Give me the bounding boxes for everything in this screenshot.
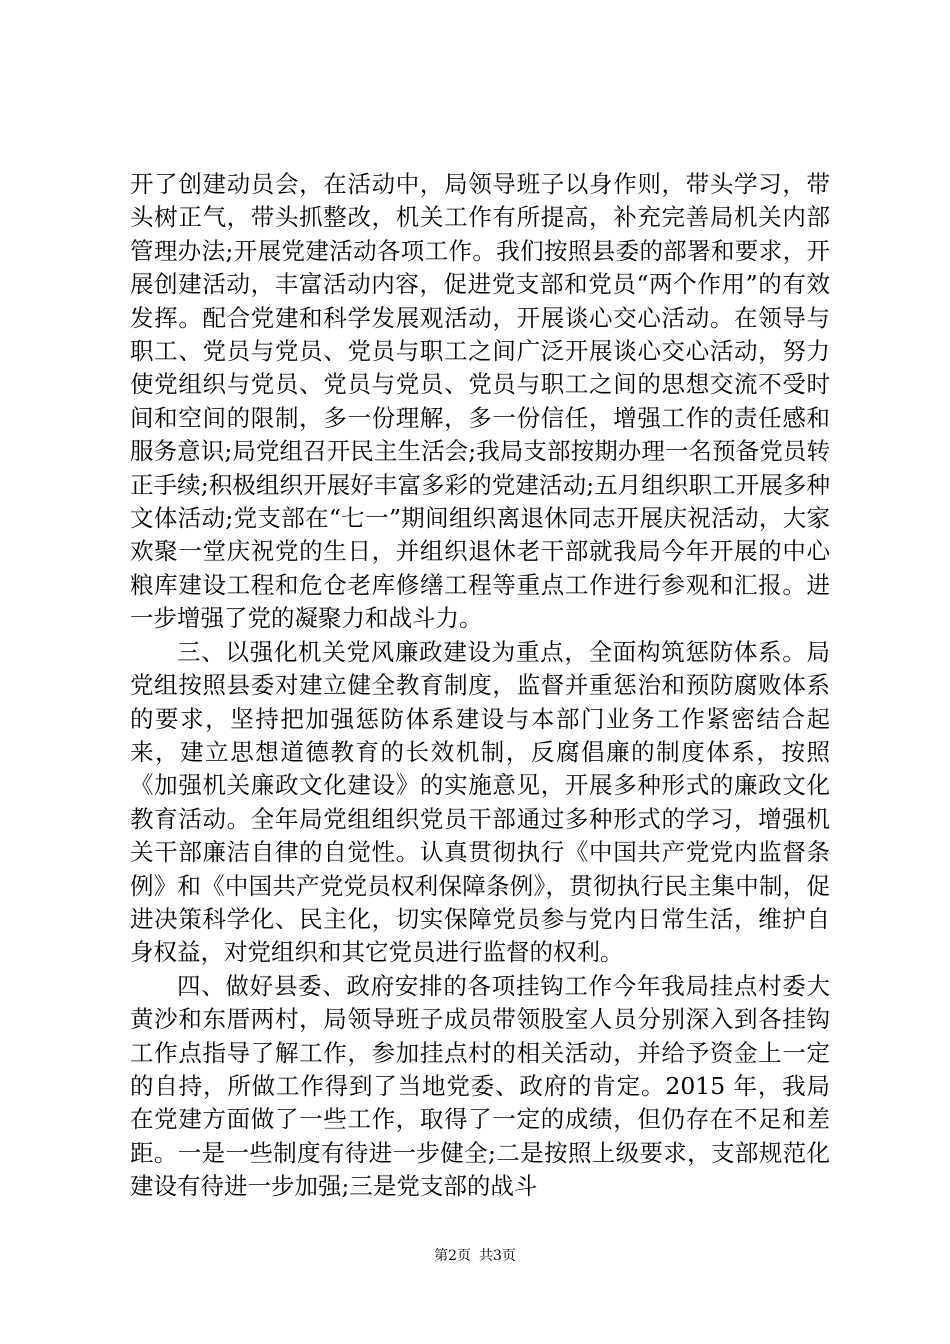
paragraph-3: 四、做好县委、政府安排的各项挂钩工作今年我局挂点村委大黄沙和东厝两村，局领导班子成员带领股室人员分别深入到各挂钩工作点指导了解工作，参加挂点村的相关活动，并给予资金上一定的自持，所做工作得到了当地党委、政府的肯定。2015 年，我局在党建方面做了一些工作，取得了一定的成绩，但仍存在不足和差距。一是一些制度有待进一步健全;二是按照上级要求，支部规范化建设有待进一步加强;三是党支部的战斗 <box>130 971 830 1201</box>
page-number: 第2页 <box>434 1248 471 1264</box>
paragraph-2: 三、以强化机关党风廉政建设为重点，全面构筑惩防体系。局党组按照县委对建立健全教育制度，监督并重惩治和预防腐败体系的要求，坚持把加强惩防体系建设与本部门业务工作紧密结合起来，建立思想道德教育的长效机制，反腐倡廉的制度体系，按照《加强机关廉政文化建设》的实施意见，开展多种形式的廉政文化教育活动。全年局党组组织党员干部通过多种形式的学习，增强机关干部廉洁自律的自觉性。认真贯彻执行《中国共产党党内监督条例》和《中国共产党党员权利保障条例》，贯彻执行民主集中制，促进决策科学化、民主化，切实保障党员参与党内日常生活，维护自身权益，对党组织和其它党员进行监督的权利。 <box>130 637 830 967</box>
paragraph-1: 开了创建动员会，在活动中，局领导班子以身作则，带头学习，带头树正气，带头抓整改，机关工作有所提高，补充完善局机关内部管理办法;开展党建活动各项工作。我们按照县委的部署和要求，开展创建活动，丰富活动内容，促进党支部和党员“两个作用”的有效发挥。配合党建和科学发展观活动，开展谈心交心活动。在领导与职工、党员与党员、党员与职工之间广泛开展谈心交心活动，努力使党组织与党员、党员与党员、党员与职工之间的思想交流不受时间和空间的限制，多一份理解，多一份信任，增强工作的责任感和服务意识;局党组召开民主生活会;我局支部按期办理一名预备党员转正手续;积极组织开展好丰富多彩的党建活动;五月组织职工开展多种文体活动;党支部在“七一”期间组织离退休同志开展庆祝活动，大家欢聚一堂庆祝党的生日，并组织退休老干部就我局今年开展的中心粮库建设工程和危仓老库修缮工程等重点工作进行参观和汇报。进一步增强了党的凝聚力和战斗力。 <box>130 170 830 633</box>
page-footer <box>0 1246 950 1266</box>
page-total: 共3页 <box>479 1248 516 1264</box>
document-body <box>130 168 830 1204</box>
